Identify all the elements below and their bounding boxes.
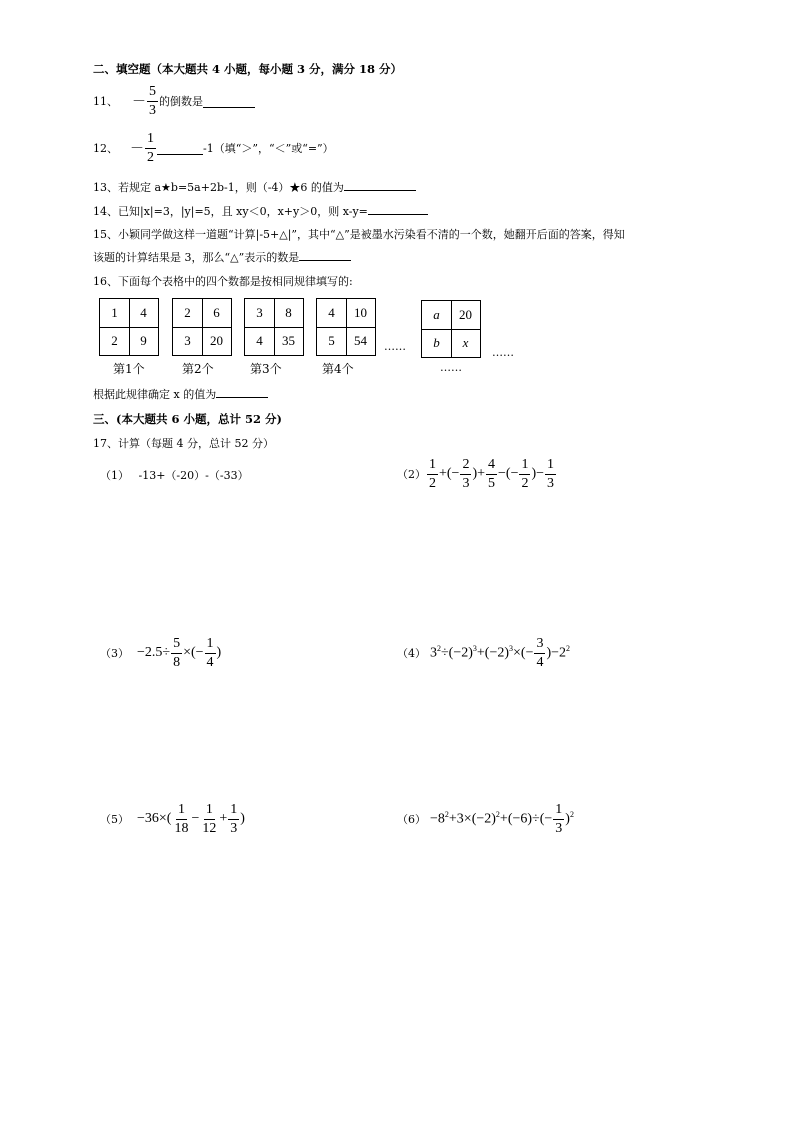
grid-2-cell: 3	[184, 333, 191, 348]
q16-answer-blank[interactable]	[216, 386, 268, 398]
grid-1-cell: 2	[111, 333, 118, 348]
fraction: $\frac{1}{18}$	[174, 801, 189, 836]
q13-text: 13、若规定 a★b=5a+2b-1，则（-4）★6 的值为	[93, 181, 344, 194]
grid-1-cell: 9	[140, 333, 147, 348]
grid-1-label: 第1个	[113, 362, 145, 376]
grid-3-cell: 3	[256, 305, 263, 320]
question-13	[93, 179, 416, 195]
grid-n-cell: b	[433, 335, 440, 350]
problem-2: （2） $\frac{1}{2}$ +(− $\frac{2}{3}$ )+ $\frac{4}{5}$ −(− $\frac{1}{2}$ )− $\frac{1}{3}$	[397, 456, 555, 491]
pattern-grid-1	[99, 298, 159, 356]
question-16-conclusion	[93, 386, 268, 402]
problem-1-expression: -13+（-20）-（-33）	[138, 469, 249, 482]
pattern-grid-4	[316, 298, 376, 356]
grid-3-label: 第3个	[250, 362, 282, 376]
fraction: $\frac{1}{4}$	[206, 635, 214, 670]
q15-answer-blank[interactable]	[299, 249, 351, 261]
problem-4-label: （4）	[397, 647, 426, 660]
q12-text: -1（填“＞”，“＜”或“=”）	[203, 142, 334, 155]
question-16-text: 16、下面每个表格中的四个数都是按相同规律填写的:	[93, 275, 353, 288]
q11-sign: －	[132, 95, 146, 110]
q12-numerator: 1	[145, 132, 156, 149]
problem-5: （5） −36×( $\frac{1}{18}$ − $\frac{1}{12}$ + $\frac{1}{3}$ )	[100, 801, 245, 836]
grid-2-cell: 6	[213, 305, 220, 320]
question-15-line2	[93, 249, 351, 265]
question-15-line1: 15、小颖同学做这样一道题“计算|-5+△|”，其中“△”是被墨水污染看不清的一个数，她翻开后面的答案，得知	[93, 228, 625, 241]
fraction: $\frac{3}{4}$	[536, 635, 544, 670]
fraction: $\frac{1}{2}$	[521, 456, 529, 491]
problem-1	[100, 467, 249, 483]
problem-6: （6） $-8^2+3\times(-2)^2+(-6)\div(-$ $\frac{1}{3}$ )$^2$	[397, 801, 574, 836]
grid-2-cell: 2	[184, 305, 191, 320]
grid-3-cell: 4	[256, 333, 263, 348]
grid-1-cell: 4	[140, 305, 147, 320]
question-14	[93, 203, 428, 219]
q13-answer-blank[interactable]	[344, 179, 416, 191]
q16-conclusion-text: 根据此规律确定 x 的值为	[93, 388, 217, 401]
problem-6-label: （6）	[397, 813, 426, 826]
fraction: $\frac{1}{3}$	[230, 801, 238, 836]
fraction: $\frac{4}{5}$	[488, 456, 496, 491]
grid-4-cell: 54	[354, 333, 367, 348]
q15-line2-text: 该题的计算结果是 3，那么“△”表示的数是	[93, 251, 300, 264]
q12-fraction	[145, 132, 156, 165]
fraction: $\frac{1}{2}$	[429, 456, 436, 491]
problem-4: （4） $3^2\div(-2)^3+(-2)^3\times(-$ $\frac{3}{4}$ )$-2^2$	[397, 635, 571, 670]
pattern-grid-3	[244, 298, 304, 356]
q11-number: 11、	[93, 95, 118, 108]
grid-2-label: 第2个	[182, 362, 214, 376]
question-11	[93, 84, 255, 118]
q14-answer-blank[interactable]	[368, 203, 428, 215]
q11-answer-blank[interactable]	[203, 95, 255, 108]
grid-4-label: 第4个	[322, 362, 354, 376]
problem-2-label: （2）	[397, 468, 426, 481]
grid-1-cell: 1	[111, 305, 118, 320]
question-17-intro: 17、计算（每题 4 分，总计 52 分）	[93, 437, 274, 450]
problem-5-label: （5）	[100, 813, 129, 826]
grid-n-cell: x	[462, 335, 469, 350]
grid-n-cell: a	[433, 307, 440, 322]
q11-denominator: 3	[149, 102, 156, 118]
grid-4-cell: 4	[328, 305, 335, 320]
q14-text: 14、已知|x|=3，|y|=5，且 xy＜0，x+y＞0，则 x-y=	[93, 205, 368, 218]
problem-3: （3） −2.5÷ $\frac{5}{8}$ ×(− $\frac{1}{4}$ )	[100, 635, 222, 670]
fraction: $\frac{5}{8}$	[173, 635, 181, 670]
section-3-heading: 三、(本大题共 6 小题，总计 52 分)	[93, 412, 282, 426]
section-2-heading: 二、填空题（本大题共 4 小题，每小题 3 分，满分 18 分）	[93, 62, 403, 76]
pattern-grid-2	[172, 298, 232, 356]
fraction: $\frac{1}{3}$	[547, 456, 555, 491]
grid-n-label: ……	[440, 361, 462, 374]
q12-denominator: 2	[147, 149, 154, 165]
grid-n-cell: 20	[459, 307, 472, 322]
q12-answer-blank[interactable]	[157, 142, 203, 155]
q11-numerator: 5	[147, 85, 158, 102]
problem-3-label: （3）	[100, 647, 129, 660]
problem-1-label: （1）	[100, 469, 129, 482]
ellipsis-1: ……	[384, 340, 406, 353]
question-12	[93, 130, 334, 166]
grid-3-cell: 35	[282, 333, 295, 348]
q11-fraction	[147, 85, 158, 118]
fraction: $\frac{1}{3}$	[555, 801, 563, 836]
grid-4-cell: 10	[354, 305, 367, 320]
q11-text: 的倒数是	[159, 95, 203, 108]
grid-2-cell: 20	[210, 333, 223, 348]
fraction: $\frac{1}{12}$	[202, 801, 217, 836]
grid-4-cell: 5	[328, 333, 335, 348]
fraction: $\frac{2}{3}$	[462, 456, 470, 491]
pattern-grid-n	[421, 300, 481, 358]
q12-number: 12、	[93, 142, 118, 155]
grid-3-cell: 8	[285, 305, 292, 320]
ellipsis-2: ……	[492, 346, 514, 359]
q12-sign: －	[130, 142, 144, 157]
